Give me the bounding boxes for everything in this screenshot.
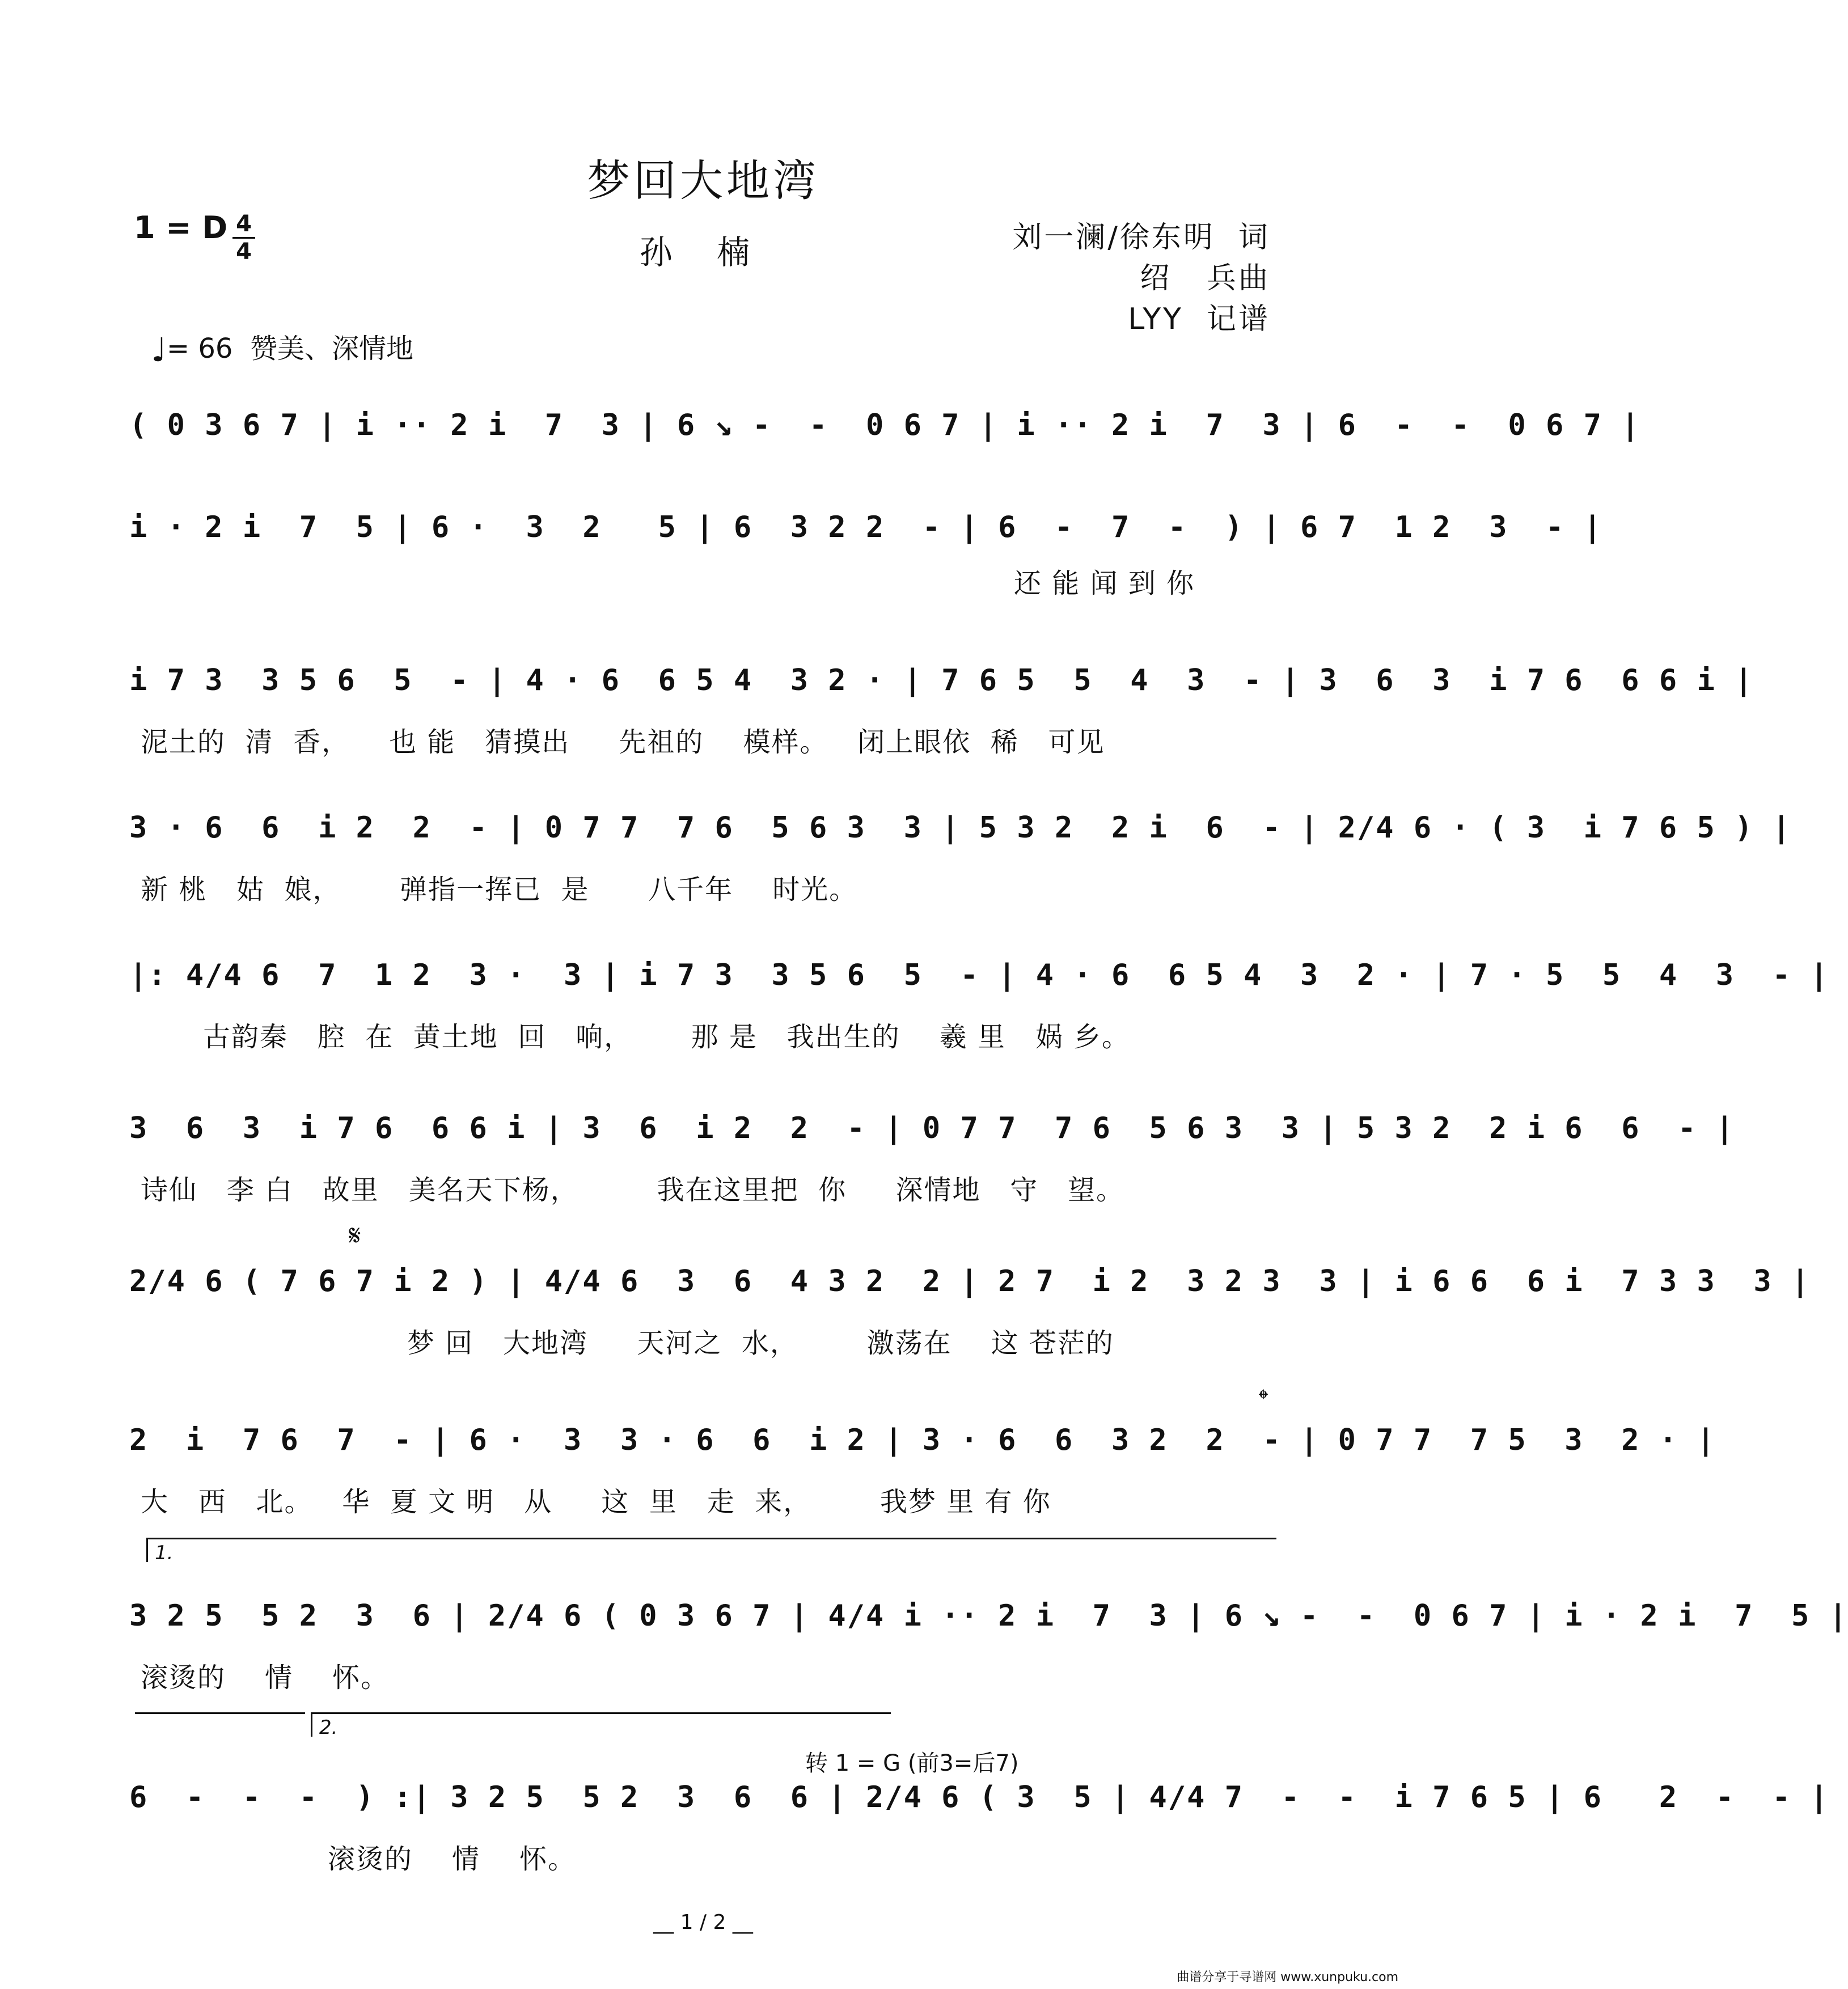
transcriber-credit: LYY 记谱 [1128,302,1270,336]
score-line-4 [129,811,1791,907]
score-line-6 [129,1111,1735,1208]
volta-label-1: 1. [155,1542,174,1564]
lyrics: 还 能 闻 到 你 [1014,568,1195,599]
watermark: 曲谱分享于寻谱网 www.xunpuku.com [1177,1970,1398,1984]
notation: 3 · 6 6 i 2 2 - | 0 7 7 7 6 5 6 3 3 | 5 3 2 2 i 6 - | 2/4 6 · ( 3 i 7 6 5 ) | [129,811,1791,845]
score-line-3 [129,663,1754,760]
time-signature [232,211,255,265]
coda-icon: 𝄌 [1259,1383,1268,1414]
page-title: 梦回大地湾 [587,155,819,206]
lyrics: 滚烫的 情 怀。 [141,1662,390,1694]
segno-icon: 𝄋 [349,1219,361,1252]
score-line-10 [129,1780,1829,1877]
time-signature-denominator: 4 [232,237,255,265]
lyrics: 泥土的 清 香， 也 能 猜摸出 先祖的 模样。 闭上眼依 稀 可见 [141,726,1105,758]
notation: 2 i 7 6 7 - | 6 · 3 3 · 6 6 i 2 | 3 · 6 6 3 2 2 - | 0 7 7 7 5 3 2 · | [129,1423,1716,1457]
notation: i 7 3 3 5 6 5 - | 4 · 6 6 5 4 3 2 · | 7 6 5 5 4 3 - | 3 6 3 i 7 6 6 6 i | [129,663,1754,697]
score-line-2 [129,510,1602,607]
lyrics: 滚烫的 情 怀。 [328,1843,577,1875]
time-signature-numerator: 4 [236,211,252,237]
notation: 3 2 5 5 2 3 6 | 2/4 6 ( 0 3 6 7 | 4/4 i ·· 2 i 7 3 | 6 ↘ - - 0 6 7 | i · 2 i 7 5 | [129,1599,1848,1633]
lyrics: 新 桃 姑 娘， 弹指一挥已 是 八千年 时光。 [141,874,858,905]
score-line-9 [129,1599,1848,1695]
notation: |: 4/4 6 7 1 2 3 · 3 | i 7 3 3 5 6 5 - | 4 · 6 6 5 4 3 2 · | 7 · 5 5 4 3 - | [129,958,1829,992]
key-signature: 1 = D [134,210,228,246]
volta-top-line [135,1712,305,1737]
notation: 3 6 3 i 7 6 6 6 i | 3 6 i 2 2 - | 0 7 7 7 6 5 6 3 3 | 5 3 2 2 i 6 6 - | [129,1111,1735,1145]
tempo-marking [134,295,413,369]
volta-label-2: 2. [319,1716,338,1739]
lyrics: 梦 回 大地湾 天河之 水， 激荡在 这 苍茫的 [407,1327,1114,1359]
score-line-5 [129,958,1829,1055]
lyricist-credit: 刘一澜/徐东明 词 [1012,221,1270,255]
volta-bracket-1 [146,1538,1276,1562]
notation: 2/4 6 ( 7 6 7 i 2 ) | 4/4 6 3 6 4 3 2 2 | 2 7 i 2 3 2 3 3 | i 6 6 6 i 7 3 3 3 | [129,1264,1811,1298]
modulation-marking: 转 1 = G (前3=后7) [805,1750,1019,1776]
tempo-text: = 66 赞美、深情地 [166,333,413,365]
notation: 6 - - - ) :| 3 2 5 5 2 3 6 6 | 2/4 6 ( 3 5 | 4/4 7 - - i 7 6 5 | 6 2 - - | [129,1780,1829,1814]
score-line-7 [129,1264,1811,1361]
score-line-1 [129,408,1640,505]
page-number: __ 1 / 2 __ [653,1911,753,1934]
score-line-8 [129,1423,1716,1520]
quarter-note-icon: ♩ [151,331,167,369]
singer-name: 孙 楠 [639,233,767,272]
composer-credit: 绍 兵曲 [1140,261,1270,295]
lyrics: 诗仙 李 白 故里 美名天下杨， 我在这里把 你 深情地 守 望。 [141,1174,1124,1206]
volta-bracket-2 [311,1712,891,1737]
lyrics: 大 西 北。 华 夏 文 明 从 这 里 走 来， 我梦 里 有 你 [141,1486,1051,1518]
lyrics: 古韵秦 腔 在 黄土地 回 响， 那 是 我出生的 羲 里 娲 乡。 [203,1021,1130,1053]
notation: i · 2 i 7 5 | 6 · 3 2 5 | 6 3 2 2 - | 6 - 7 - ) | 6 7 1 2 3 - | [129,510,1602,544]
notation: ( 0 3 6 7 | i ·· 2 i 7 3 | 6 ↘ - - 0 6 7 | i ·· 2 i 7 3 | 6 - - 0 6 7 | [129,408,1640,442]
